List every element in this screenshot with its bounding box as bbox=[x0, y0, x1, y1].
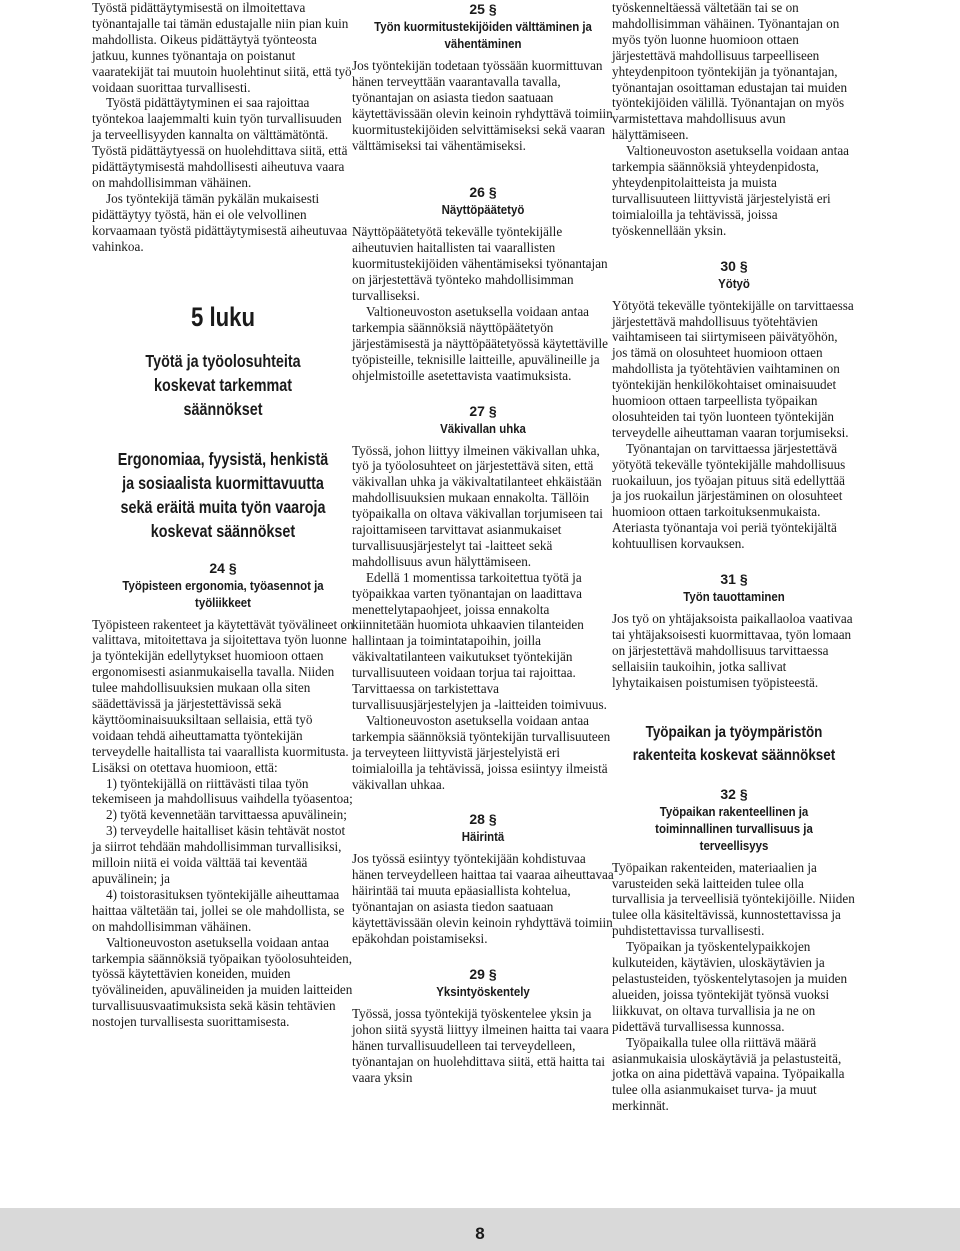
paragraph: Työssä, jossa työntekijä työskentelee yksin ja johon siitä syystä liittyy ilmeinen haitta tai vaara hänen turvallisuudelleen tai terveydelleen, työnantajan on huolehdittava siitä, että haitta tai vaara yksin bbox=[352, 1005, 609, 1085]
section-number: 24 § bbox=[209, 559, 237, 576]
section-number: 26 § bbox=[469, 184, 497, 201]
paragraph: Työnantajan on tarvittaessa järjestettävä yötyötä tekevälle työntekijälle mahdollisuus ruokailuun, jos työajan pituus sitä edellyttää ja jos ruokailun järjestäminen on olosuhteet huomioon ottaen tarkoituksenmukaista. Ateriasta työnantaja voi periä työntekijältä kohtuullisen korvauksen. bbox=[612, 440, 846, 552]
section-title: Työn kuormitustekijöiden välttäminen ja vähentäminen bbox=[374, 19, 592, 51]
paragraph: työskenneltäessä vältetään tai se on mahdollisimman vähäinen. Työnantajan on myös työn luonne huomioon ottaen järjestettävä mahdollisuus tarpeelliseen yhteydenpitoon työntekijän ja työnantajan, työnantajan osoittaman edustajan tai muiden työntekijöiden välillä. Työnantajan on myös varmistettava mahdollisuus avun hälyttämiseen. bbox=[612, 0, 848, 143]
section-title: Työpisteen ergonomia, työasennot ja työliikkeet bbox=[122, 577, 324, 610]
column-right bbox=[612, 0, 856, 1114]
section-number: 27 § bbox=[469, 402, 497, 419]
paragraph: Työpisteen rakenteet ja käytettävät työvälineet on valittava, mitoitettava ja sijoitettava työn luonne ja työntekijän edellytykset huomioon ottaen ergonomisesti asianmukaisella tavalla. Niiden tulee mahdollisuuksien mukaan olla siten säädettävissä ja järjestettävissä sekä käyttöominaisuuksiltaan sellaisia, että työ voidaan tehdä aiheuttamatta työntekijän terveydelle haitallista tai vaarallista kuormitusta. Lisäksi on otettava huomioon, että: bbox=[92, 616, 354, 775]
paragraph: Työssä, johon liittyy ilmeinen väkivallan uhka, työ ja työolosuhteet on järjestettävä siten, että väkivallan uhka ja väkivaltatilanteet ehkäistään mahdollisuuksien mukaan ennakolta. Tällöin työpaikalla on oltava väkivallan torjumiseen tai rajoittamiseen tarvittavat asianmukaiset turvallisuusjärjestelyt tai -laitteet sekä mahdollisuus avun hälyttämiseen. bbox=[352, 442, 603, 569]
chapter-number: 5 luku bbox=[191, 301, 255, 332]
paragraph: Näyttöpäätetyötä tekevälle työntekijälle aiheutuvien haitallisten tai vaarallisten kuormitustekijöiden vähentämiseksi työnantajan on järjestettävä työnteko mahdollisimman turvalliseksi. bbox=[352, 224, 608, 304]
section-number: 25 § bbox=[469, 1, 497, 17]
paragraph: Valtioneuvoston asetuksella voidaan antaa tarkempia säännöksiä näyttöpäätetyön järjestämisestä ja näyttöpäätetyössä käytettäville työpisteille, teknisille laitteille, apuvälineille ja ohjelmistoille asetettavista vaatimuksista. bbox=[352, 303, 608, 383]
section-title: Työn tauottaminen bbox=[683, 589, 785, 605]
list-item: 4) toistorasituksen työntekijälle aiheuttamaa haittaa vältetään tai, jollei se ole mahdollista, se on mahdollisimman vähäinen. bbox=[92, 886, 345, 934]
section-title: Yksintyöskentely bbox=[436, 983, 530, 999]
paragraph: Työpaikan ja työskentelypaikkojen kulkuteiden, käytävien, uloskäytävien ja pelastusteiden, työskentelytasojen ja muiden alueiden, joissa työntekijät työnsä vuoksi liikkuvat, on oltava turvallisia ja ne on pidettävä turvallisessa kunnossa. bbox=[612, 939, 848, 1034]
page-number: 8 bbox=[475, 1224, 485, 1243]
paragraph: Jos työntekijän todetaan työssään kuormittuvan hänen terveyttään vaarantavalla tavalla, työnantajan on asiasta tiedon saatuaan käytettävissään olevin keinoin ryhdyttävä toimiin kuormitustekijöiden selvittämiseksi sekä vaaran välttämiseksi tai vähentämiseksi. bbox=[352, 58, 613, 153]
column-middle bbox=[352, 0, 614, 1085]
chapter-title: Työtä ja työolosuhteita koskevat tarkemmat säännökset bbox=[145, 350, 301, 419]
paragraph: Jos työ on yhtäjaksoista paikallaoloa vaativaa tai yhtäjaksoisesti kuormittavaa, työn lomaan on järjestettävä mahdollisuus tarvittaessa sellaisiin taukoihin, jotka sallivat lyhytaikaisen poistumisen työpisteestä. bbox=[612, 611, 853, 690]
section-number: 30 § bbox=[720, 257, 748, 274]
paragraph: Edellä 1 momentissa tarkoitettua työtä ja työpaikkaa varten työnantajan on laadittava menettelytapaohjeet, joissa ennakolta kiinnitetään huomiota uhkaavien tilanteiden hallintaan ja toimintatapoihin, joilla väkivaltatilanteen vaikutukset työntekijän turvallisuuteen voidaan torjua tai rajoittaa. Tarvittaessa on tarkistettava turvallisuusjärjestelyjen ja -laitteiden toimivuus. bbox=[352, 569, 607, 712]
paragraph: Jos työntekijä tämän pykälän mukaisesti pidättäytyy työstä, hän ei ole velvollinen korvaamaan työstä pidättäytymisestä aiheutuvaa vahinkoa. bbox=[92, 190, 348, 254]
section-number: 29 § bbox=[469, 965, 497, 982]
column-left bbox=[92, 0, 354, 1030]
paragraph: Työstä pidättäytyminen ei saa rajoittaa työntekoa laajemmalti kuin työn turvallisuuden ja terveellisyyden kannalta on välttämätöntä. Työstä pidättäytyessä on huolehdittava siitä, että pidättäytymisestä mahdollisesti aiheutuva vaara on mahdollisimman vähäinen. bbox=[92, 95, 348, 190]
list-item: 1) työntekijällä on riittävästi tilaa työn tekemiseen ja mahdollisuus vaihdella työasentoa; bbox=[92, 775, 353, 807]
paragraph: Jos työssä esiintyy työntekijään kohdistuvaa hänen terveydelleen haittaa tai vaaraa aiheuttavaa häirintää tai muuta epäasiallista kohtelua, työnantajan on asiasta tiedon saatuaan käytettävissään olevin keinoin ryhdyttävä toimiin epäkohdan poistamiseksi. bbox=[352, 851, 614, 946]
group-title: Työpaikan ja työympäristön rakenteita koskevat säännökset bbox=[632, 723, 836, 764]
section-title: Työpaikan rakenteellinen ja toiminnallinen turvallisuus ja terveellisyys bbox=[655, 803, 813, 853]
list-item: 2) työtä kevennetään tarvittaessa apuvälinein; bbox=[106, 807, 347, 823]
section-title: Yötyö bbox=[718, 275, 750, 291]
section-title: Väkivallan uhka bbox=[440, 420, 526, 436]
section-title: Häirintä bbox=[461, 829, 505, 845]
paragraph: Yötyötä tekevälle työntekijälle on tarvittaessa järjestettävä mahdollisuus työtehtävien vaihtamiseen tai siirtymiseen päivätyöhön, jos tämä on olosuhteet huomioon ottaen mahdollista ja työtehtävien vaihtaminen on työntekijän henkilökohtaiset ominaisuudet huomioon ottaen tarpeellista työpaikan olosuhteiden tai työn luonteen työntekijän terveydelle aiheuttaman vaaran torjumiseksi. bbox=[612, 297, 854, 440]
section-number: 28 § bbox=[469, 811, 497, 828]
paragraph: Valtioneuvoston asetuksella voidaan antaa tarkempia säännöksiä työpaikan työolosuhteiden, työssä käytettävien koneiden, muiden työvälineiden, apuvälineiden ja muiden laitteiden turvallisuusvaatimuksista sekä käsin tehtävien nostojen turvallisesta suorittamisesta. bbox=[92, 934, 353, 1030]
section-title: Näyttöpäätetyö bbox=[441, 202, 525, 218]
paragraph: Valtioneuvoston asetuksella voidaan antaa tarkempia säännöksiä yhteydenpidosta, yhteydenpitolaitteista ja muista turvallisuuteen liittyvistä järjestelyistä eri toimialoilla ja tehtävissä, joissa työskennellään yksin. bbox=[612, 143, 850, 238]
section-number: 32 § bbox=[720, 785, 748, 802]
paragraph: Valtioneuvoston asetuksella voidaan antaa tarkempia säännöksiä työntekijän turvallisuuteen ja terveyteen liittyvistä järjestelyistä eri toimialoilla ja tehtävissä, joissa esiintyy ilmeistä väkivallan uhkaa. bbox=[352, 712, 611, 792]
paragraph: Työpaikan rakenteiden, materiaalien ja varusteiden sekä laitteiden tulee olla turvallisia ja terveellisiä työntekijöille. Niiden tulee olla käsiteltävissä, kunnostettavissa ja puhdistettavissa turvallisesti. bbox=[612, 859, 855, 939]
paragraph: Työpaikalla tulee olla riittävä määrä asianmukaisia uloskäytäviä ja pelastusteitä, jotka on aina pidettävä vapaina. Työpaikalla tulee olla asianmukaiset turva- ja muut merkinnät. bbox=[612, 1034, 845, 1114]
paragraph: Työstä pidättäytymisestä on ilmoitettava työnantajalle tai tämän edustajalle niin pian kuin mahdollista. Oikeus pidättäytyä työnteosta jatkuu, kunnes työnantaja on poistanut vaaratekijät tai muutoin huolehtinut siitä, että työ voidaan suorittaa turvallisesti. bbox=[92, 0, 352, 95]
chapter-subtitle: Ergonomiaa, fyysistä, henkistä ja sosiaalista kuormittavuutta sekä eräitä muita työn vaaroja koskevat säännökset bbox=[117, 448, 329, 541]
list-item: 3) terveydelle haitalliset käsin tehtävät nostot ja siirrot tehdään mahdollisimman turvallisiksi, milloin niitä ei voida välttää tai keventää apuvälinein; ja bbox=[92, 823, 346, 886]
section-number: 31 § bbox=[720, 571, 748, 588]
